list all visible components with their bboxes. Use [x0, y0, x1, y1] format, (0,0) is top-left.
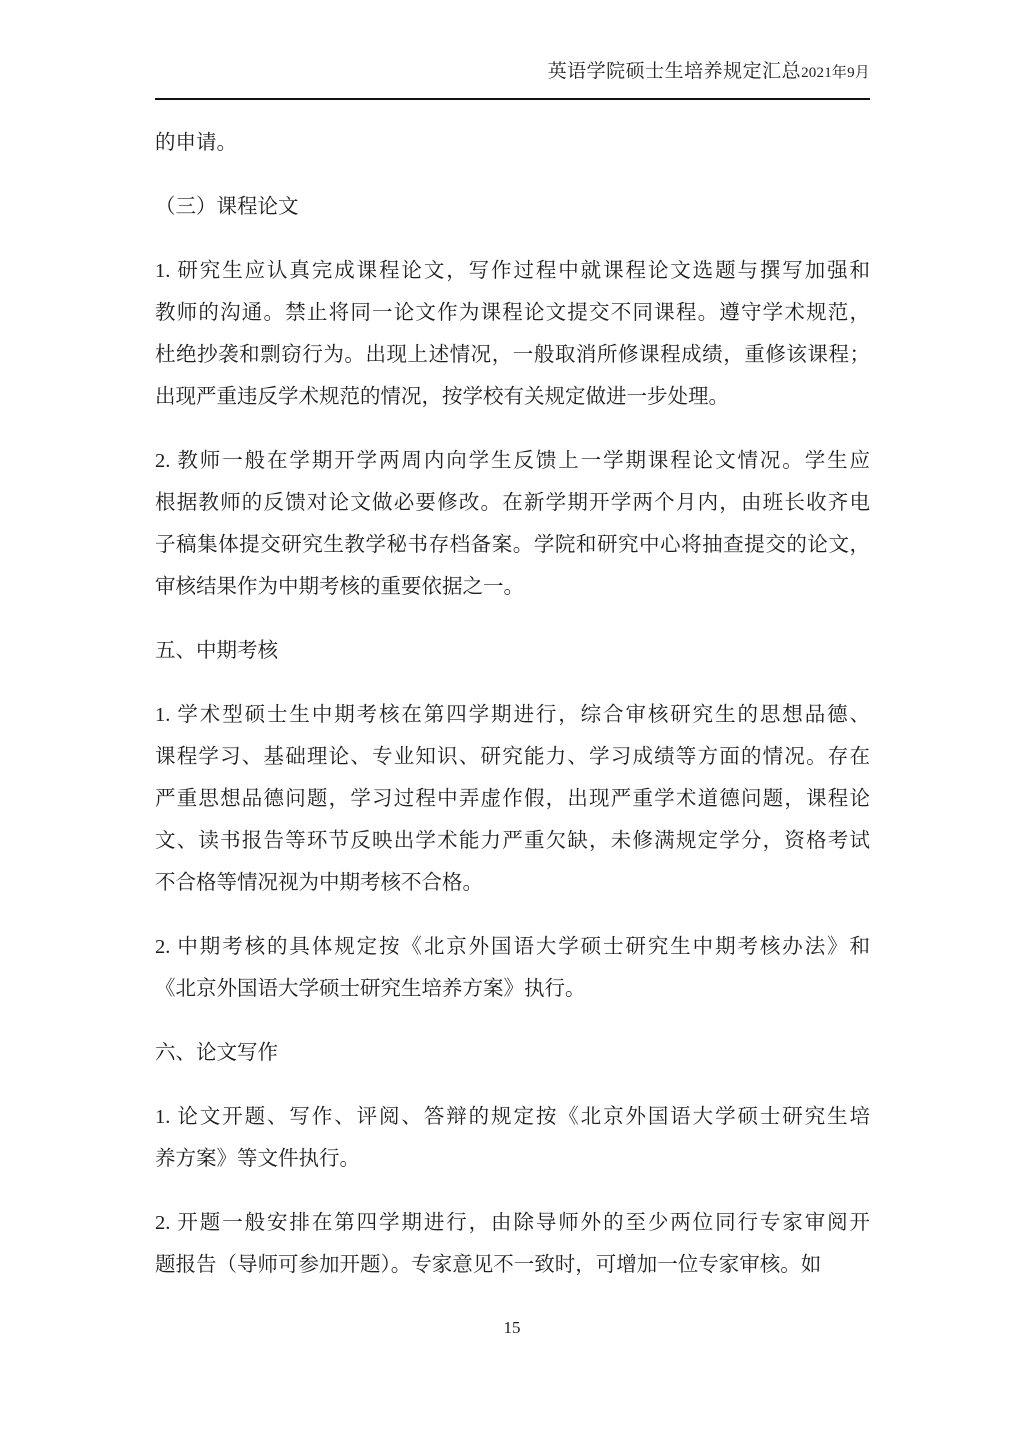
text-line: 出现严重违反学术规范的情况，按学校有关规定做进一步处理。 — [155, 386, 729, 408]
text-line: 审核结果作为中期考核的重要依据之一。 — [155, 576, 524, 598]
text-line: 1. 学术型硕士生中期考核在第四学期进行，综合审核研究生的思想品德、 — [155, 704, 870, 726]
text-line: 题报告（导师可参加开题）。专家意见不一致时，可增加一位专家审核。如 — [155, 1254, 822, 1276]
text-line: 严重思想品德问题，学习过程中弄虚作假，出现严重学术道德问题，课程论 — [155, 788, 870, 810]
page-footer — [0, 1318, 1024, 1338]
text-line: 五、中期考核 — [155, 640, 278, 662]
text-line: 子稿集体提交研究生教学秘书存档备案。学院和研究中心将抽查提交的论文， — [155, 534, 870, 556]
text-line: 的申请。 — [155, 132, 237, 154]
text-line: 文、读书报告等环节反映出学术能力严重欠缺，未修满规定学分，资格考试 — [155, 830, 870, 852]
heading-midterm-assessment — [155, 630, 870, 672]
text-line: 1. 研究生应认真完成课程论文，写作过程中就课程论文选题与撰写加强和 — [155, 260, 870, 282]
page-header — [155, 60, 870, 85]
text-line: （三）课程论文 — [155, 196, 299, 218]
text-line: 2. 教师一般在学期开学两周内向学生反馈上一学期课程论文情况。学生应 — [155, 450, 870, 472]
text-line: 养方案》等文件执行。 — [155, 1148, 360, 1170]
paragraph-thesis-rule-2 — [155, 1202, 870, 1286]
paragraph-course-paper-rule-1 — [155, 250, 870, 418]
text-line: 不合格等情况视为中期考核不合格。 — [155, 872, 483, 894]
header-title: 英语学院硕士生培养规定汇总 — [547, 61, 802, 82]
page-number: 15 — [503, 1318, 521, 1337]
paragraph-continuation — [155, 122, 870, 164]
text-line: 六、论文写作 — [155, 1042, 278, 1064]
text-line: 2. 中期考核的具体规定按《北京外国语大学硕士研究生中期考核办法》和 — [155, 936, 870, 958]
page-content — [0, 60, 1024, 1286]
header-date: 2021年9月 — [801, 65, 870, 81]
text-line: 杜绝抄袭和剽窃行为。出现上述情况，一般取消所修课程成绩，重修该课程； — [155, 344, 870, 366]
paragraph-midterm-rule-1 — [155, 694, 870, 904]
paragraph-midterm-rule-2 — [155, 926, 870, 1010]
text-line: 2. 开题一般安排在第四学期进行，由除导师外的至少两位同行专家审阅开 — [155, 1212, 870, 1234]
text-line: 教师的沟通。禁止将同一论文作为课程论文提交不同课程。遵守学术规范， — [155, 302, 870, 324]
paragraph-thesis-rule-1 — [155, 1096, 870, 1180]
text-line: 课程学习、基础理论、专业知识、研究能力、学习成绩等方面的情况。存在 — [155, 746, 870, 768]
text-line: 根据教师的反馈对论文做必要修改。在新学期开学两个月内，由班长收齐电 — [155, 492, 870, 514]
header-rule — [155, 98, 870, 100]
text-line: 1. 论文开题、写作、评阅、答辩的规定按《北京外国语大学硕士研究生培 — [155, 1106, 870, 1128]
heading-thesis-writing — [155, 1032, 870, 1074]
document-body — [155, 122, 870, 1286]
subheading-course-papers — [155, 186, 870, 228]
paragraph-course-paper-rule-2 — [155, 440, 870, 608]
text-line: 《北京外国语大学硕士研究生培养方案》执行。 — [155, 978, 586, 1000]
